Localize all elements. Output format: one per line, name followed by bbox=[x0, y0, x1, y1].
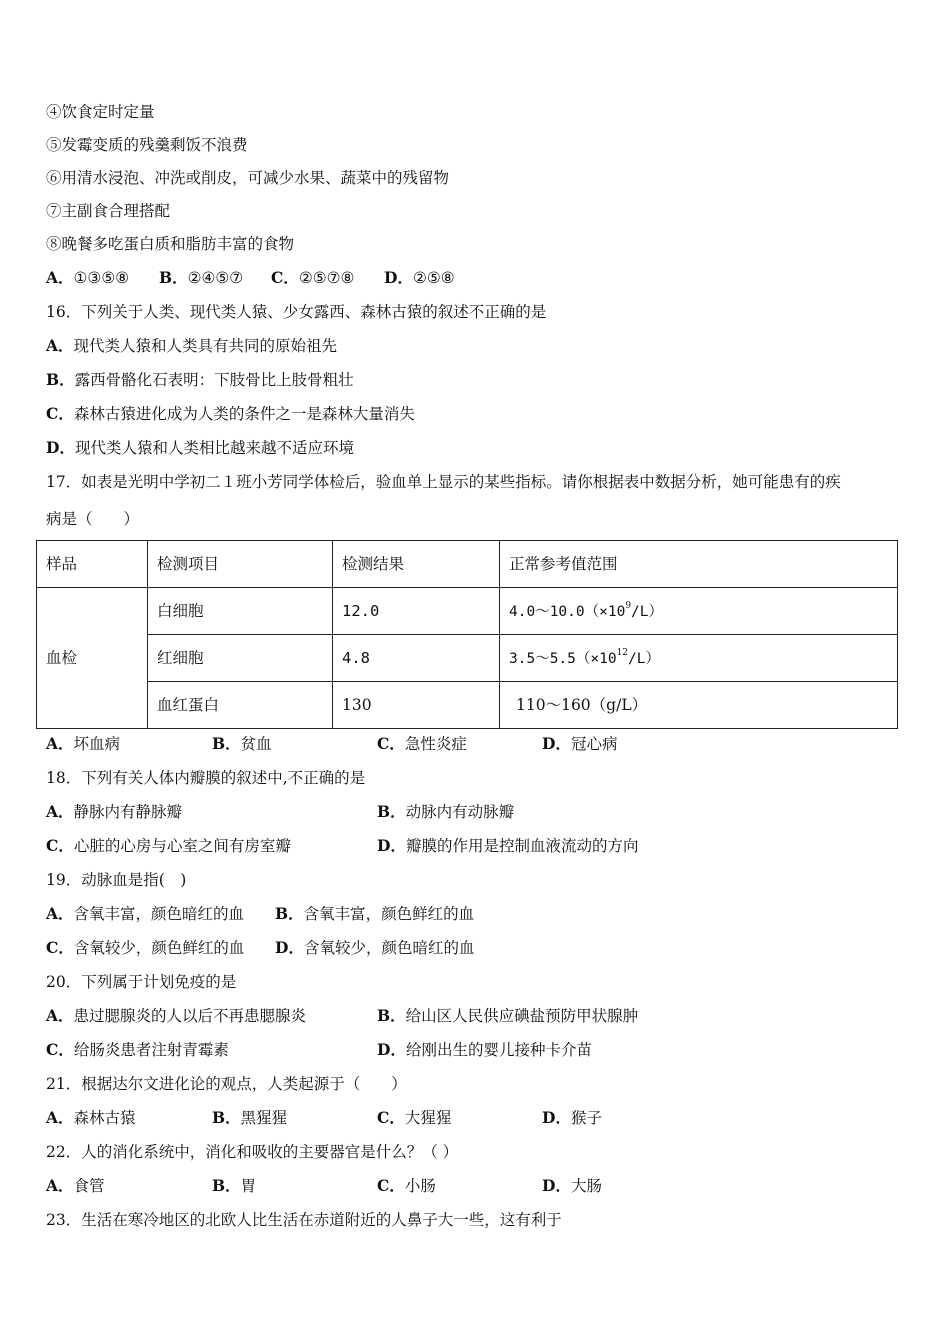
option-letter: D． bbox=[542, 1176, 571, 1195]
option-letter: C． bbox=[46, 836, 74, 855]
range-cell bbox=[500, 682, 898, 729]
table-row bbox=[37, 682, 898, 729]
range-cell bbox=[500, 635, 898, 682]
q20-option-a bbox=[46, 1005, 306, 1027]
option-text: 冠心病 bbox=[570, 735, 618, 753]
option-letter: D． bbox=[542, 1108, 571, 1127]
option-text: ②⑤⑧ bbox=[412, 269, 455, 287]
q22-stem: 22．人的消化系统中，消化和吸收的主要器官是什么？（ ） bbox=[46, 1143, 459, 1161]
option-text: ②④⑤⑦ bbox=[187, 269, 244, 287]
q17-stem-line2: 病是（ ） bbox=[46, 510, 140, 528]
option-text: 含氧较少，颜色暗红的血 bbox=[303, 939, 475, 957]
q18-stem: 18．下列有关人体内瓣膜的叙述中,不正确的是 bbox=[46, 769, 366, 787]
item-cell: 白细胞 bbox=[148, 588, 333, 635]
result-cell: 12.0 bbox=[333, 588, 500, 635]
q23-stem: 23．生活在寒冷地区的北欧人比生活在赤道附近的人鼻子大一些，这有利于 bbox=[46, 1211, 562, 1229]
result-cell: 4.8 bbox=[333, 635, 500, 682]
range-exponent: 12 bbox=[616, 648, 629, 659]
option-letter: D． bbox=[275, 938, 304, 957]
range-base: 3.5～5.5（×10 bbox=[509, 650, 617, 667]
option-text: 森林古猿进化成为人类的条件之一是森林大量消失 bbox=[73, 405, 415, 423]
option-letter: C． bbox=[46, 404, 74, 423]
option-letter: C． bbox=[46, 938, 74, 957]
option-text: 大肠 bbox=[570, 1177, 602, 1195]
q19-option-a bbox=[46, 903, 244, 925]
option-letter: D． bbox=[377, 836, 406, 855]
option-letter: D． bbox=[384, 268, 413, 287]
option-letter: C． bbox=[377, 1176, 405, 1195]
item-cell: 血红蛋白 bbox=[148, 682, 333, 729]
option-letter: A． bbox=[46, 1176, 74, 1195]
table-row bbox=[37, 635, 898, 682]
option-text: 胃 bbox=[240, 1177, 257, 1195]
q15-item-7: ⑦主副食合理搭配 bbox=[46, 202, 171, 220]
range-cell bbox=[500, 588, 898, 635]
option-text: 黑猩猩 bbox=[240, 1109, 288, 1127]
option-text: 瓣膜的作用是控制血液流动的方向 bbox=[405, 837, 639, 855]
option-text: 含氧丰富，颜色鲜红的血 bbox=[303, 905, 475, 923]
q15-option-c bbox=[271, 267, 354, 289]
range-exponent: 9 bbox=[625, 601, 632, 612]
q19-option-d bbox=[275, 937, 474, 959]
table-header-row bbox=[37, 541, 898, 588]
option-letter: C． bbox=[377, 734, 405, 753]
q15-option-b bbox=[159, 267, 243, 289]
option-text: 含氧丰富，颜色暗红的血 bbox=[73, 905, 245, 923]
option-text: 心脏的心房与心室之间有房室瓣 bbox=[73, 837, 291, 855]
option-text: 露西骨骼化石表明：下肢骨比上肢骨粗壮 bbox=[74, 371, 354, 389]
q22-option-d bbox=[542, 1175, 602, 1197]
option-letter: A． bbox=[46, 1108, 74, 1127]
option-text: 猴子 bbox=[570, 1109, 602, 1127]
option-letter: B． bbox=[377, 802, 406, 821]
q16-option-c bbox=[46, 403, 415, 425]
option-text: 贫血 bbox=[240, 735, 272, 753]
range-unit: /L） bbox=[631, 603, 664, 620]
header-sample: 样品 bbox=[37, 541, 148, 588]
q20-option-b bbox=[377, 1005, 638, 1027]
table-row bbox=[37, 588, 898, 635]
q22-option-a bbox=[46, 1175, 105, 1197]
q15-option-d bbox=[384, 267, 455, 289]
option-text: 给山区人民供应碘盐预防甲状腺肿 bbox=[405, 1007, 639, 1025]
q18-option-c bbox=[46, 835, 291, 857]
q18-option-b bbox=[377, 801, 514, 823]
q21-option-a bbox=[46, 1107, 136, 1129]
result-cell: 130 bbox=[333, 682, 500, 729]
q17-stem-line1: 17．如表是光明中学初二１班小芳同学体检后，验血单上显示的某些指标。请你根据表中数据分析，她可能患有的疾 bbox=[46, 473, 841, 491]
q15-option-a bbox=[46, 267, 129, 289]
q16-option-a bbox=[46, 335, 337, 357]
option-text: 食管 bbox=[73, 1177, 105, 1195]
q22-option-c bbox=[377, 1175, 436, 1197]
option-letter: A． bbox=[46, 802, 74, 821]
blood-test-table bbox=[36, 540, 898, 729]
item-cell: 红细胞 bbox=[148, 635, 333, 682]
q16-stem: 16．下列关于人类、现代类人猿、少女露西、森林古猿的叙述不正确的是 bbox=[46, 303, 547, 321]
header-item: 检测项目 bbox=[148, 541, 333, 588]
q20-stem: 20．下列属于计划免疫的是 bbox=[46, 973, 237, 991]
option-letter: A． bbox=[46, 336, 74, 355]
range-unit: /L） bbox=[628, 650, 660, 667]
option-letter: A． bbox=[46, 734, 74, 753]
option-letter: B． bbox=[275, 904, 304, 923]
q17-option-c bbox=[377, 733, 467, 755]
option-letter: A． bbox=[46, 904, 74, 923]
option-letter: B． bbox=[377, 1006, 406, 1025]
option-text: 大猩猩 bbox=[404, 1109, 452, 1127]
q19-stem: 19．动脉血是指( ) bbox=[46, 871, 187, 889]
option-letter: B． bbox=[159, 268, 188, 287]
q19-option-c bbox=[46, 937, 244, 959]
q19-option-b bbox=[275, 903, 474, 925]
q17-option-d bbox=[542, 733, 617, 755]
option-text: 急性炎症 bbox=[404, 735, 467, 753]
q15-item-8: ⑧晚餐多吃蛋白质和脂肪丰富的食物 bbox=[46, 235, 295, 253]
q17-option-a bbox=[46, 733, 120, 755]
option-letter: D． bbox=[542, 734, 571, 753]
q15-item-6: ⑥用清水浸泡、冲洗或削皮，可减少水果、蔬菜中的残留物 bbox=[46, 169, 450, 187]
option-letter: C． bbox=[271, 268, 299, 287]
option-text: 给刚出生的婴儿接种卡介苗 bbox=[405, 1041, 592, 1059]
header-range: 正常参考值范围 bbox=[500, 541, 898, 588]
option-letter: B． bbox=[212, 1176, 241, 1195]
header-result: 检测结果 bbox=[333, 541, 500, 588]
option-text: 坏血病 bbox=[73, 735, 121, 753]
option-text: 含氧较少，颜色鲜红的血 bbox=[73, 939, 245, 957]
option-text: 动脉内有动脉瓣 bbox=[405, 803, 515, 821]
option-text: 给肠炎患者注射青霉素 bbox=[73, 1041, 229, 1059]
q15-item-5: ⑤发霉变质的残羹剩饭不浪费 bbox=[46, 136, 248, 154]
sample-cell: 血检 bbox=[37, 588, 148, 729]
range-base: 110～160（g/L） bbox=[516, 696, 648, 714]
option-text: 小肠 bbox=[404, 1177, 436, 1195]
option-text: ②⑤⑦⑧ bbox=[298, 269, 355, 287]
option-letter: C． bbox=[46, 1040, 74, 1059]
q18-option-a bbox=[46, 801, 182, 823]
q17-option-b bbox=[212, 733, 272, 755]
q21-stem: 21．根据达尔文进化论的观点，人类起源于（ ） bbox=[46, 1075, 407, 1093]
option-text: 森林古猿 bbox=[73, 1109, 136, 1127]
q16-option-d bbox=[46, 437, 354, 459]
range-base: 4.0～10.0（×10 bbox=[509, 603, 626, 620]
option-text: 患过腮腺炎的人以后不再患腮腺炎 bbox=[73, 1007, 307, 1025]
q18-option-d bbox=[377, 835, 638, 857]
q16-option-b bbox=[46, 369, 354, 391]
q20-option-c bbox=[46, 1039, 229, 1061]
option-text: 现代类人猿和人类具有共同的原始祖先 bbox=[73, 337, 338, 355]
q21-option-d bbox=[542, 1107, 602, 1129]
option-letter: C． bbox=[377, 1108, 405, 1127]
option-letter: A． bbox=[46, 1006, 74, 1025]
q15-item-4: ④饮食定时定量 bbox=[46, 103, 155, 121]
q22-option-b bbox=[212, 1175, 256, 1197]
option-letter: B． bbox=[212, 734, 241, 753]
option-text: 静脉内有静脉瓣 bbox=[73, 803, 183, 821]
option-text: ①③⑤⑧ bbox=[73, 269, 130, 287]
option-text: 现代类人猿和人类相比越来越不适应环境 bbox=[74, 439, 354, 457]
q20-option-d bbox=[377, 1039, 592, 1061]
q21-option-b bbox=[212, 1107, 287, 1129]
option-letter: D． bbox=[377, 1040, 406, 1059]
q21-option-c bbox=[377, 1107, 451, 1129]
option-letter: B． bbox=[212, 1108, 241, 1127]
option-letter: B． bbox=[46, 370, 75, 389]
option-letter: D． bbox=[46, 438, 75, 457]
option-letter: A． bbox=[46, 268, 74, 287]
